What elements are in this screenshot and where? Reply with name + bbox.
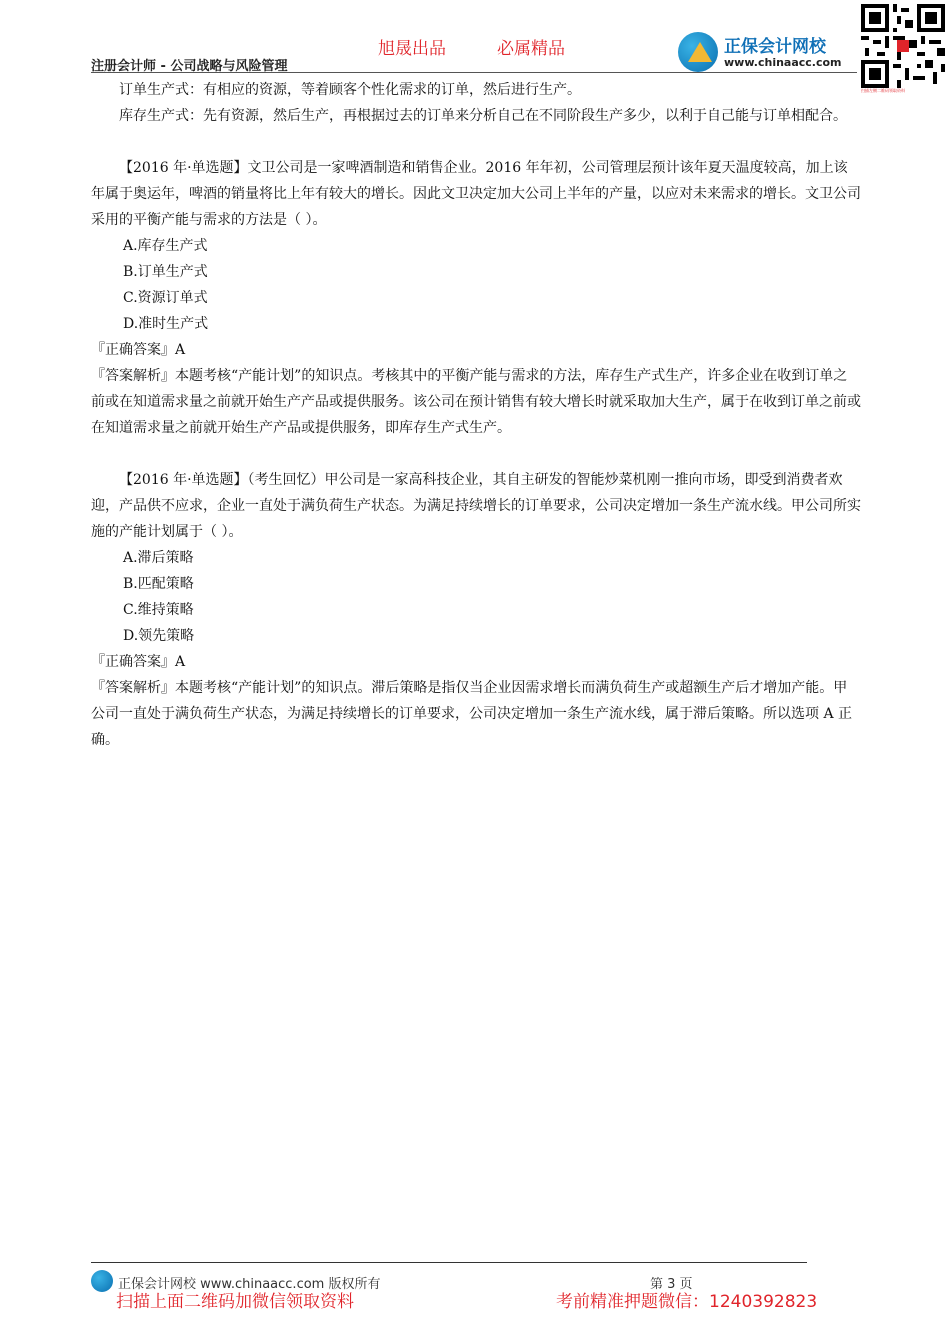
slogan-right: 必属精品	[497, 39, 565, 59]
qr-note: 扫描左侧二维码领取资料	[861, 88, 905, 93]
course-title: 注册会计师 - 公司战略与风险管理	[91, 59, 288, 74]
question-2-stem: 【2016 年·单选题】（考生回忆）甲公司是一家高科技企业，其自主研发的智能炒菜机刚一推向市场，即受到消费者欢迎，产品供不应求，企业一直处于满负荷生产状态。为满足持续增长的订单要求，公司决定增加一条生产流水线。甲公司所实施的产能计划属于（ ）。	[91, 472, 861, 540]
logo-emblem-icon	[678, 32, 718, 72]
footer-logo-icon	[91, 1270, 113, 1292]
logo-url: www.chinaacc.com	[724, 56, 842, 69]
intro-inventory-production: 库存生产式：先有资源，然后生产，再根据过去的订单来分析自己在不同阶段生产多少，以利于自己能与订单相配合。	[119, 108, 847, 124]
question-2-answer: 『正确答案』A	[91, 654, 186, 670]
question-1-option-a: A.库存生产式	[123, 238, 208, 254]
logo-leaf-icon	[688, 42, 712, 62]
question-1-answer: 『正确答案』A	[91, 342, 186, 358]
document-body	[91, 77, 861, 753]
footer-divider	[91, 1262, 807, 1263]
question-1-stem: 【2016 年·单选题】文卫公司是一家啤酒制造和销售企业。2016 年年初，公司管理层预计该年夏天温度较高，加上该年属于奥运年，啤酒的销量将比上年有较大的增长。因此文卫决定加大公司上半年的产量，以应对未来需求的增长。文卫公司采用的平衡产能与需求的方法是（ ）。	[91, 160, 861, 228]
question-1-option-d: D.准时生产式	[123, 316, 209, 332]
question-1-analysis: 『答案解析』本题考核“产能计划”的知识点。考核其中的平衡产能与需求的方法，库存生产式生产，许多企业在收到订单之前或在知道需求量之前就开始生产产品或提供服务。该公司在预计销售有较大增长时就采取加大生产，属于在收到订单之前或在知道需求量之前就开始生产产品或提供服务，即库存生产式生产。	[91, 368, 861, 436]
question-2-analysis: 『答案解析』本题考核“产能计划”的知识点。滞后策略是指仅当企业因需求增长而满负荷生产或超额生产后才增加产能。甲公司一直处于满负荷生产状态，为满足持续增长的订单要求，公司决定增加一条生产流水线，属于滞后策略。所以选项 A 正确。	[91, 680, 853, 748]
footer-copyright: 正保会计网校 www.chinaacc.com 版权所有	[118, 1277, 381, 1292]
qr-code-icon[interactable]	[861, 4, 945, 88]
question-1-option-c: C.资源订单式	[123, 290, 208, 306]
promo-scan-qr: 扫描上面二维码加微信领取资料	[116, 1292, 354, 1312]
page-number: 第 3 页	[650, 1277, 693, 1292]
slogan-left: 旭晟出品	[378, 39, 446, 59]
question-2-option-b: B.匹配策略	[123, 576, 194, 592]
promo-wechat: 考前精准押题微信：1240392823	[556, 1292, 818, 1312]
question-2-option-d: D.领先策略	[123, 628, 195, 644]
question-2-option-c: C.维持策略	[123, 602, 194, 618]
question-2-option-a: A.滞后策略	[123, 550, 194, 566]
brand-logo[interactable]	[678, 30, 858, 74]
intro-order-production: 订单生产式：有相应的资源，等着顾客个性化需求的订单，然后进行生产。	[119, 82, 581, 98]
question-1-option-b: B.订单生产式	[123, 264, 208, 280]
logo-name: 正保会计网校	[724, 37, 826, 57]
